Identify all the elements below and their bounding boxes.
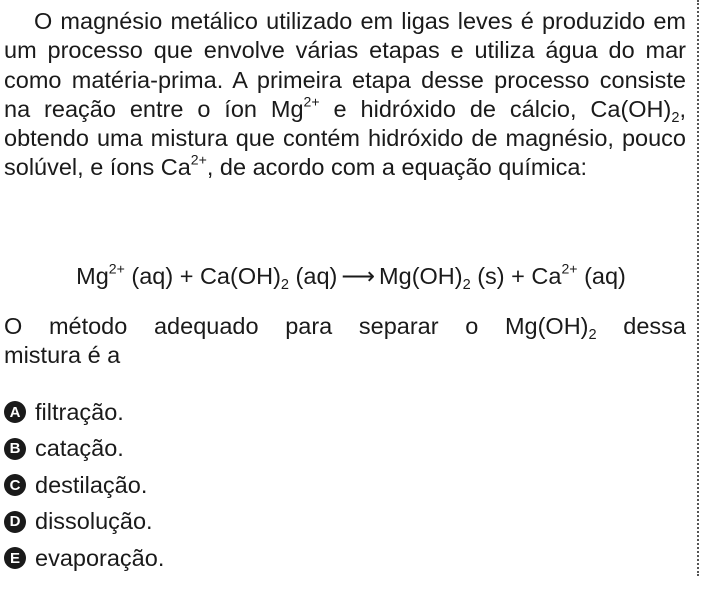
option-e-badge-icon: E <box>4 547 26 569</box>
question-line-1 <box>4 312 686 344</box>
eq-mgoh-subscript: 2 <box>462 277 471 294</box>
option-c-badge-icon: C <box>4 474 26 496</box>
stem-text-3: , obtendo uma mistura que contém hidróxido de magnésio, pouco solúvel, e íons Ca <box>4 95 686 181</box>
eq-mg-charge: 2+ <box>108 260 125 277</box>
option-e[interactable] <box>4 540 164 577</box>
ca-charge: 2+ <box>190 151 207 168</box>
reaction-arrow-icon: ⟶ <box>341 263 376 289</box>
question-text-2: dessa <box>596 313 686 339</box>
option-c[interactable] <box>4 467 164 504</box>
mg-charge: 2+ <box>303 93 320 110</box>
option-c-text: destilação. <box>35 471 148 498</box>
stem-text-1: O magnésio metálico utilizado em ligas leves é produzido em um processo que envolve várias etapas e utiliza água do mar como matéria-prima. A primeira etapa desse processo consiste na reação entre o íon Mg <box>4 8 686 122</box>
option-d-badge-icon: D <box>4 511 26 533</box>
eq-caoh-subscript: 2 <box>280 277 290 294</box>
eq-mg: Mg <box>76 263 109 289</box>
option-b-badge-icon: B <box>4 438 26 460</box>
eq-part-6: (aq) <box>577 263 626 289</box>
question-stem <box>4 7 686 183</box>
caoh-subscript: 2 <box>671 109 680 126</box>
answer-options <box>4 394 164 577</box>
question-text-1: O método adequado para separar o Mg(OH) <box>4 313 589 339</box>
question-prompt <box>4 312 686 371</box>
question-text-3: mistura é a <box>4 342 121 369</box>
eq-part-3: (aq) <box>289 263 338 289</box>
column-divider <box>697 0 699 576</box>
option-d-text: dissolução. <box>35 508 153 535</box>
option-a[interactable] <box>4 394 164 431</box>
question-subscript: 2 <box>588 327 597 344</box>
eq-part-5: (s) + Ca <box>470 263 562 289</box>
stem-text-2: e hidróxido de cálcio, Ca(OH) <box>319 95 672 122</box>
option-a-badge-icon: A <box>4 401 26 423</box>
stem-text-4: , de acordo com a equação química: <box>206 154 588 181</box>
eq-part-4: Mg(OH) <box>379 263 463 289</box>
eq-ca-charge: 2+ <box>561 260 578 277</box>
option-e-text: evaporação. <box>35 544 165 571</box>
chemical-equation <box>0 260 702 294</box>
option-d[interactable] <box>4 504 164 541</box>
eq-part-2: (aq) + Ca(OH) <box>124 263 281 289</box>
option-b[interactable] <box>4 431 164 468</box>
option-a-text: filtração. <box>35 398 124 425</box>
option-b-text: catação. <box>35 435 124 462</box>
